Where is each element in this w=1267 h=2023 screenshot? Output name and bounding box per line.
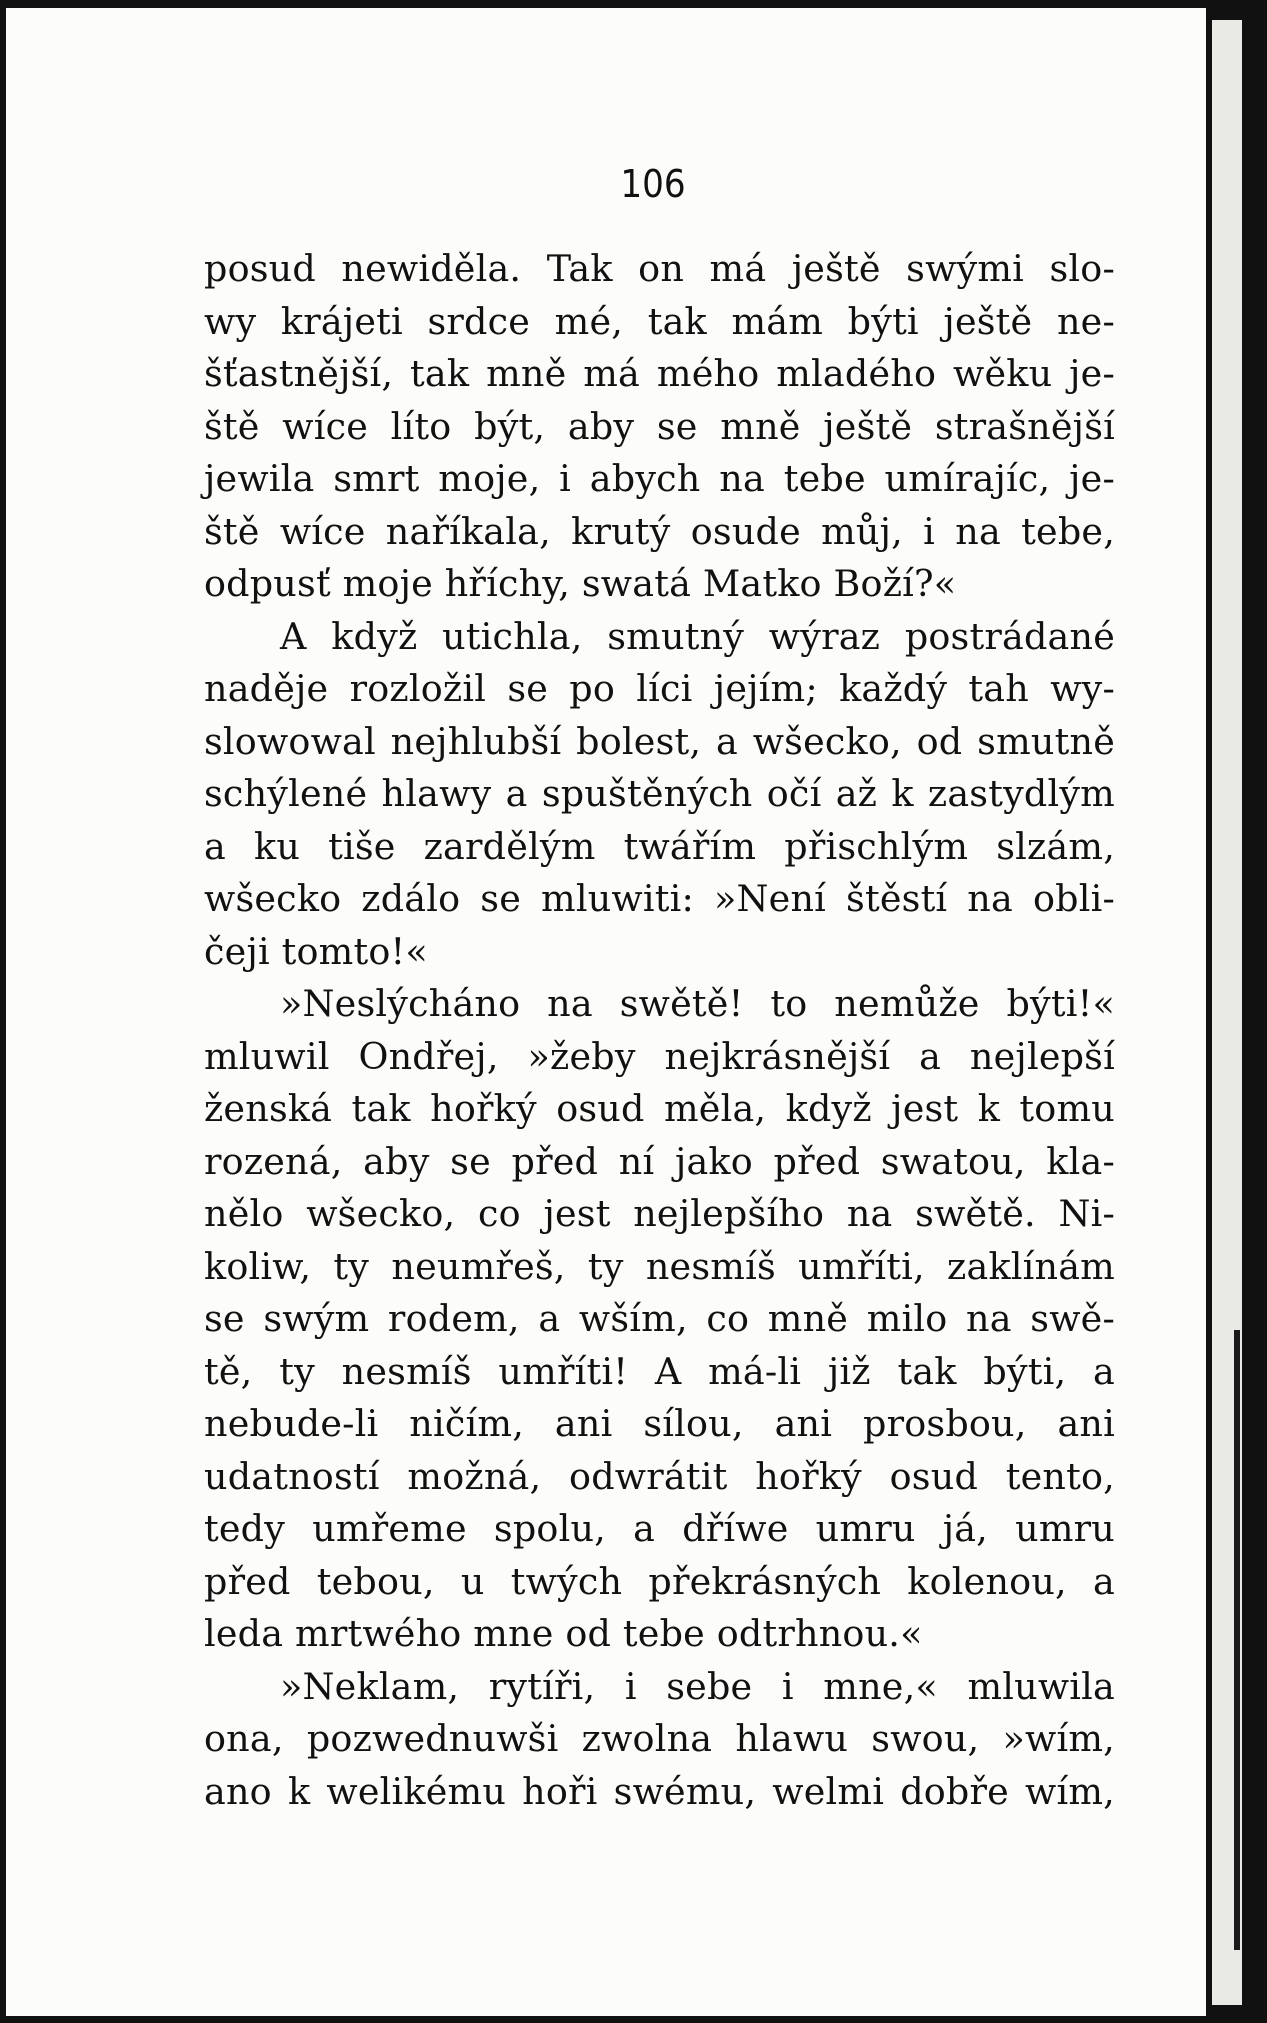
text-line: udatností možná, odwrátit hořký osud tento,	[204, 1454, 1115, 1498]
text-line: se swým rodem, a wším, co mně milo na swě-	[204, 1297, 1115, 1340]
text-line: A když utichla, smutný wýraz postrádané	[280, 614, 1115, 658]
text-line: šťastnější, tak mně má mého mladého wěku je-	[204, 352, 1115, 395]
text-line: posud newiděla. Tak on má ještě swými slo-	[204, 247, 1115, 290]
text-line: tě, ty nesmíš umříti! A má-li již tak býti, a	[204, 1349, 1115, 1393]
text-line: koliw, ty neumřeš, ty nesmíš umříti, zaklínám	[204, 1244, 1115, 1288]
page-number: 106	[620, 162, 686, 206]
text-line: tedy umřeme spolu, a dříwe umru já, umru	[204, 1507, 1115, 1550]
text-line: před tebou, u twých překrásných kolenou, a	[204, 1559, 1115, 1603]
text-line: naděje rozložil se po líci jejím; každý tah wy-	[204, 667, 1115, 710]
text-line: slowowal nejhlubší bolest, a wšecko, od smutně	[204, 719, 1115, 763]
text-line: ona, pozwednuwši zwolna hlawu swou, »wím,	[204, 1717, 1115, 1760]
text-line: »Neslýcháno na swětě! to nemůže býti!«	[280, 982, 1115, 1025]
text-line: wy krájeti srdce mé, tak mám býti ještě ne-	[204, 299, 1115, 343]
text-line: schýlené hlawy a spuštěných očí až k zastydlým	[204, 772, 1115, 815]
text-line: leda mrtwého mne od tebe odtrhnou.«	[204, 1612, 923, 1655]
text-line: ště wíce naříkala, krutý osude můj, i na tebe,	[204, 509, 1115, 553]
text-line: čeji tomto!«	[204, 929, 428, 973]
text-line: nebude-li ničím, ani sílou, ani prosbou, ani	[204, 1402, 1115, 1445]
text-line: nělo wšecko, co jest nejlepšího na swětě. Ni-	[204, 1192, 1115, 1235]
body-text	[204, 243, 1115, 1818]
text-line: jewila smrt moje, i abych na tebe umírajíc, je-	[204, 457, 1115, 500]
text-line: ště wíce líto být, aby se mně ještě strašnější	[204, 404, 1115, 448]
text-line: a ku tiše zardělým twářím přischlým slzám,	[204, 824, 1115, 868]
text-line: odpusť moje hříchy, swatá Matko Boží?«	[204, 562, 957, 605]
text-line: »Neklam, rytíři, i sebe i mne,« mluwila	[280, 1664, 1115, 1708]
text-line: ženská tak hořký osud měla, když jest k tomu	[204, 1087, 1115, 1130]
text-line: rozená, aby se před ní jako před swatou, kla-	[204, 1139, 1115, 1183]
text-line: ano k welikému hoři swému, welmi dobře wím,	[204, 1769, 1115, 1813]
text-line: wšecko zdálo se mluwiti: »Není štěstí na obli-	[204, 877, 1115, 920]
binding-shadow	[1234, 1330, 1240, 1950]
text-line: mluwil Ondřej, »žeby nejkrásnější a nejlepší	[204, 1034, 1115, 1078]
